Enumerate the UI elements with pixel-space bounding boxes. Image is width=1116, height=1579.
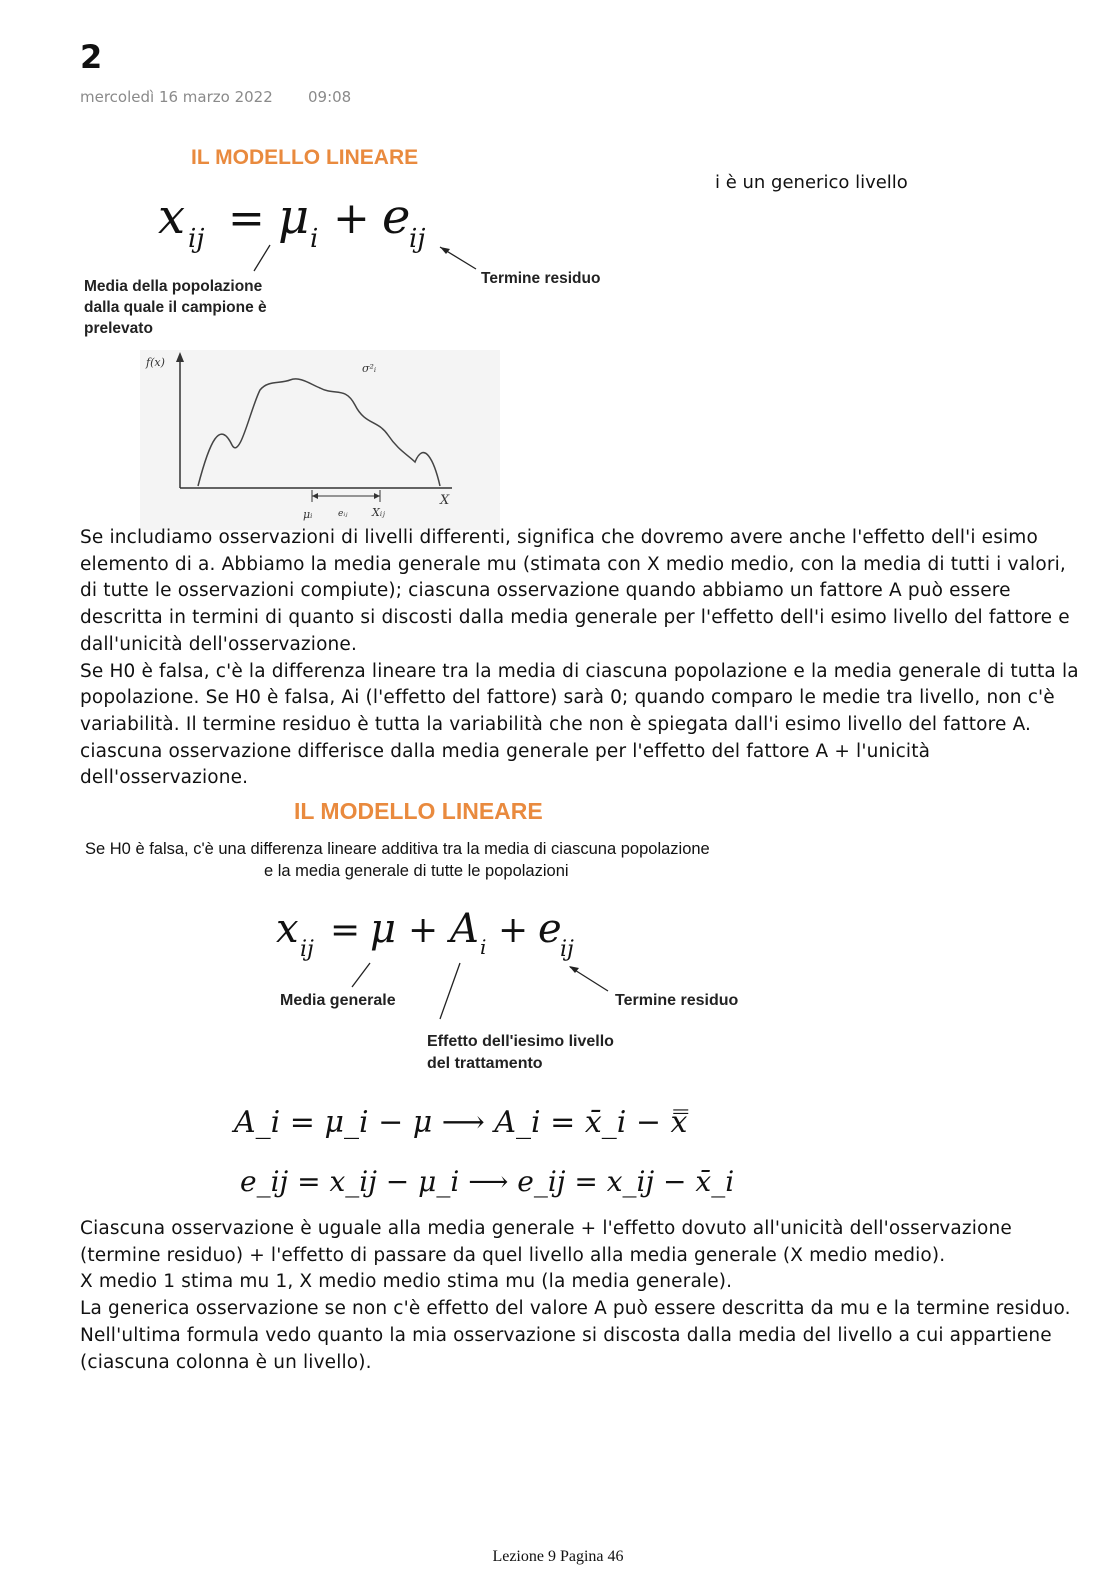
distribution-graph [140,350,500,530]
svg-text:ij: ij [560,937,574,962]
equation-A: A_i = μ_i − μ ⟶ A_i = x̄_i − x̿ [234,1105,688,1140]
tick-e: eᵢⱼ [338,509,348,519]
svg-text:=: = [228,193,265,244]
figure2-caption-1: Se H0 è falsa, c'è una differenza lineare additiva tra la media di ciascuna popolazione [85,840,710,858]
svg-text:ij: ij [409,224,426,254]
figure2-title: IL MODELLO LINEARE [294,798,543,824]
tick-x: Xᵢⱼ [372,506,385,519]
side-note: i è un generico livello [715,172,908,193]
svg-text:ij: ij [188,224,205,254]
figure1-title: IL MODELLO LINEARE [191,146,419,169]
page-date: mercoledì 16 marzo 2022 [80,88,273,106]
svg-text:x: x [276,906,299,952]
svg-text:i: i [310,224,319,254]
paragraph-2: Ciascuna osservazione è uguale alla media generale + l'effetto dovuto all'unicità dell'osservazione (termine residuo) + l'effetto di passare da quel livello alla media generale (X medio medio). X medio 1 stima mu 1, X medio medio stima mu (la media generale). La generica osservazione se non c'è effetto del valore A può essere descritta da mu e la termine residuo. Nell'ultima formula vedo quanto la mia osservazione si discosta dalla media del livello a cui appartiene (ciascuna colonna è un livello). [80,1218,1071,1373]
figure2-caption-2: e la media generale di tutte le popolazioni [264,862,569,880]
svg-text:ij: ij [300,937,314,962]
figure1-arrows [240,235,480,280]
x-axis-label: X [440,493,450,508]
tick-mu: μᵢ [303,508,313,521]
figure2-label-media: Media generale [280,992,396,1009]
equation-e: e_ij = x_ij − μ_i ⟶ e_ij = x_ij − x̄_i [240,1165,735,1198]
svg-text:μ: μ [370,906,396,952]
sigma-label: σ²ᵢ [362,362,377,375]
figure2-label-effetto: Effetto dell'iesimo livello del trattamento [427,1033,614,1072]
svg-text:A: A [450,906,479,952]
svg-text:+: + [333,193,370,244]
svg-text:i: i [480,935,487,959]
paragraph-1: Se includiamo osservazioni di livelli differenti, significa che dovremo avere anche l'effetto dell'i esimo elemento di a. Abbiamo la media generale mu (stimata con X medio medio, con la media di tutti i valori, di tutte le osservazioni compiute); ciascuna osservazione quando abbiamo un fattore A può essere descritta in termini di quanto si discosti dalla media generale per l'effetto dell'i esimo livello del fattore e dall'unicità dell'osservazione. Se H0 è falsa, c'è la differenza lineare tra la media di ciascuna popolazione e la media generale di tutta la popolazione. Se H0 è falsa, Ai (l'effetto del fattore) sarà 0; quando comparo le medie tra livello, non c'è variabilità. Il termine residuo è tutta la variabilità che non è spiegata dall'i esimo livello del fattore A. ciascuna osservazione differisce dalla media generale per l'effetto del fattore A + l'unicità dell'osservazione. [80,527,1079,789]
svg-text:μ: μ [278,189,310,245]
svg-text:e: e [538,906,562,952]
svg-text:+: + [498,910,529,951]
page-time: 09:08 [308,88,352,106]
page-number: 2 [80,38,103,76]
figure1-label-residuo: Termine residuo [481,270,601,287]
page-footer: Lezione 9 Pagina 46 [492,1548,624,1565]
y-axis-label: f(x) [146,356,165,369]
svg-text:e: e [382,189,411,245]
svg-text:+: + [408,910,439,951]
svg-text:=: = [330,910,361,951]
figure2-label-residuo: Termine residuo [615,992,739,1009]
svg-text:x: x [158,189,186,245]
figure1-label-media: Media della popolazione dalla quale il campione è prelevato [84,278,267,337]
